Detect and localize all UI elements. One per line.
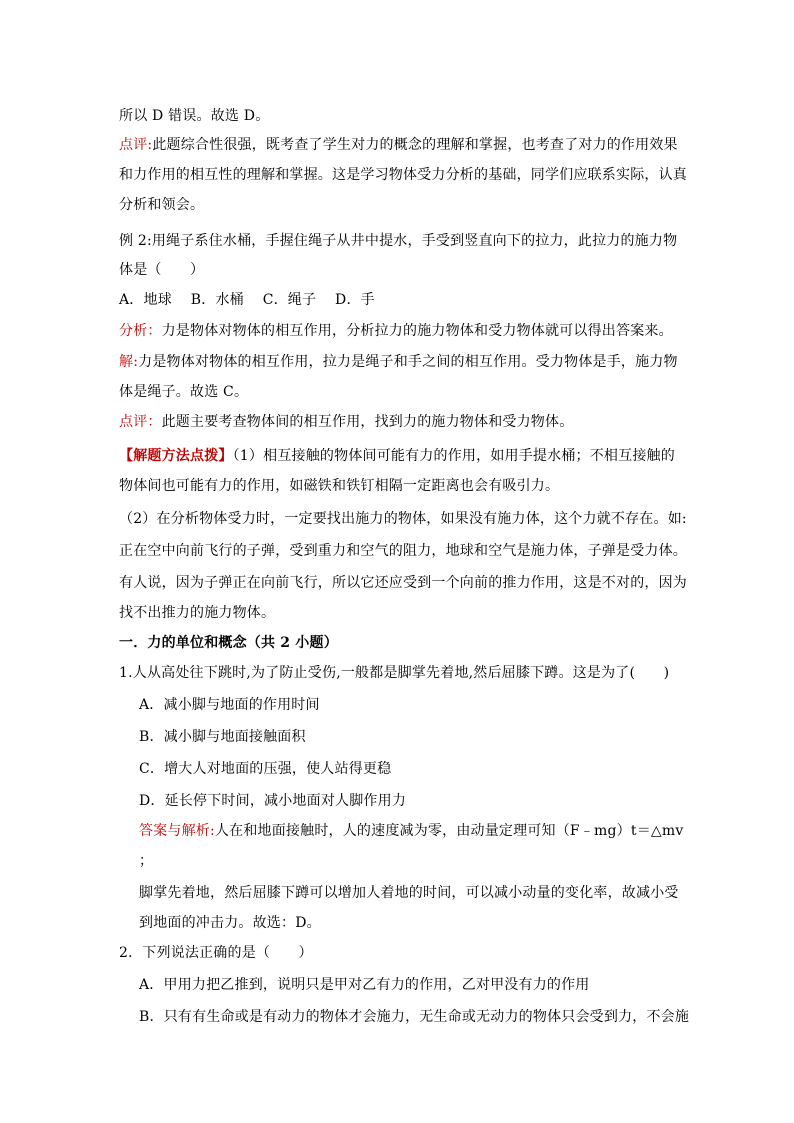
option-d: D．延长停下时间，减小地面对人脚作用力 xyxy=(139,793,407,809)
question-2: 2．下列说法正确的是（ ） xyxy=(119,945,313,961)
option-a: A．减小脚与地面的作用时间 xyxy=(139,697,320,713)
analysis-label: 分析： xyxy=(119,323,162,339)
option-b: B．只有有生命或是有动力的物体才会施力，无生命或无动力的物体只会受到力，不会施 xyxy=(139,1009,690,1025)
comment-label: 点评: xyxy=(119,137,153,153)
solution-text: 力是物体对物体的相互作用，拉力是绳子和手之间的相互作用。受力物体是手，施力物 xyxy=(138,354,678,370)
section-heading: 一．力的单位和概念（共 2 小题） xyxy=(119,635,338,651)
text-line: ； xyxy=(139,853,154,869)
options-line: A．地球 B．水桶 C．绳子 D．手 xyxy=(119,292,375,308)
text-line: 有人说，因为子弹正在向前飞行，所以它还应受到一个向前的推力作用，这是不对的，因为 xyxy=(119,575,687,591)
method-tip-text: （1）相互接触的物体间可能有力的作用，如用手提水桶；不相互接触的 xyxy=(232,448,675,464)
text-line: 体是绳子。故选 C。 xyxy=(119,384,249,400)
text-line: 分析和领会。 xyxy=(119,197,205,213)
text-line: 和力作用的相互性的理解和掌握。这是学习物体受力分析的基础，同学们应联系实际，认真 xyxy=(119,167,687,183)
comment-label: 点评： xyxy=(119,414,162,430)
solution-line xyxy=(119,353,678,371)
text-line: 所以 D 错误。故选 D。 xyxy=(119,108,270,124)
method-tip-label: 【解题方法点拨】 xyxy=(119,448,233,464)
question-1: 1.人从高处往下跳时,为了防止受伤,一般都是脚掌先着地,然后屈膝下蹲。这是为了( ) xyxy=(119,665,670,681)
text-line: 找不出推力的施力物体。 xyxy=(119,605,276,621)
option-a: A．甲用力把乙推到，说明只是甲对乙有力的作用，乙对甲没有力的作用 xyxy=(139,977,590,993)
text-line: 体是（ ） xyxy=(119,262,205,278)
solution-label: 解: xyxy=(119,354,139,370)
text-line: 物体间也可能有力的作用，如磁铁和铁钉相隔一定距离也会有吸引力。 xyxy=(119,478,560,494)
comment-line xyxy=(119,413,573,431)
comment-text: 此题主要考查物体间的相互作用，找到力的施力物体和受力物体。 xyxy=(161,414,574,430)
option-b: B．减小脚与地面接触面积 xyxy=(139,729,306,745)
text-line: 脚掌先着地，然后屈膝下蹲可以增加人着地的时间，可以减小动量的变化率，故减小受 xyxy=(139,885,679,901)
text-line: 正在空中向前飞行的子弹，受到重力和空气的阻力，地球和空气是施力体，子弹是受力体。 xyxy=(119,543,687,559)
answer-label: 答案与解析: xyxy=(139,823,215,839)
text-line: 到地面的冲击力。故选：D。 xyxy=(139,915,321,931)
text-line: （2）在分析物体受力时，一定要找出施力的物体，如果没有施力体，这个力就不存在。如: xyxy=(119,511,687,527)
answer-line xyxy=(139,822,683,840)
comment-line xyxy=(119,136,678,154)
method-tip-line xyxy=(119,447,675,465)
example-question-line: 例 2:用绳子系住水桶，手握住绳子从井中提水，手受到竖直向下的拉力，此拉力的施力物 xyxy=(119,233,678,249)
analysis-text: 力是物体对物体的相互作用，分析拉力的施力物体和受力物体就可以得出答案来。 xyxy=(161,323,673,339)
answer-text: 人在和地面接触时，人的速度减为零，由动量定理可知（F﹣mg）t＝△mv xyxy=(214,823,684,839)
comment-text: 此题综合性很强，既考查了学生对力的概念的理解和掌握，也考查了对力的作用效果 xyxy=(152,137,678,153)
option-c: C．增大人对地面的压强，使人站得更稳 xyxy=(139,761,392,777)
analysis-line xyxy=(119,322,673,340)
